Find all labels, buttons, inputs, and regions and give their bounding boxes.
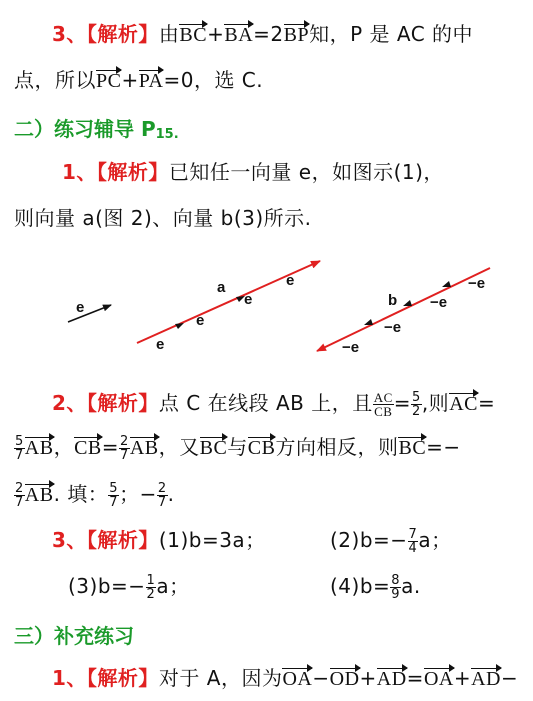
vector-cb: CB — [248, 434, 276, 462]
text: a； — [418, 528, 452, 552]
numerator: 1 — [146, 573, 156, 588]
vector-bc: BC — [179, 21, 207, 49]
section-title: 二）练习辅导 P — [14, 117, 156, 141]
tick-arrow-3 — [442, 281, 451, 287]
question-1-line-2 — [14, 204, 312, 232]
text: a. — [401, 574, 421, 598]
label-neg-e: −e — [384, 319, 402, 336]
section-heading-practice — [14, 113, 179, 142]
section-heading-supplementary — [14, 620, 134, 649]
fraction-5-2 — [411, 391, 422, 418]
fraction-2-7 — [119, 435, 130, 462]
text: ；− — [119, 482, 157, 506]
supplementary-question-1 — [52, 664, 518, 693]
label-neg-e: −e — [342, 339, 360, 356]
denominator: CB — [374, 404, 393, 419]
text: 已知任一向量 e，如图示(1)， — [168, 160, 444, 184]
numerator: 2 — [15, 481, 24, 496]
numerator: 7 — [408, 527, 418, 542]
answer-part-1: (1)b=3a； — [158, 528, 266, 552]
solution-line-2 — [14, 66, 263, 95]
label-b: b — [388, 292, 398, 309]
text: 方向相反，则 — [275, 435, 399, 459]
answer-part-3 — [68, 572, 190, 601]
question-2-line-1 — [52, 389, 495, 418]
vector-pc: PC — [96, 67, 121, 95]
text: =2 — [253, 22, 284, 46]
label-neg-e: −e — [430, 294, 448, 311]
denominator: 2 — [146, 587, 156, 602]
section-title: 三）补充练习 — [14, 624, 134, 648]
text: ，又 — [158, 435, 200, 459]
numerator: 8 — [391, 573, 401, 588]
text: 与 — [227, 435, 248, 459]
text: =− — [426, 435, 461, 459]
text: . — [167, 482, 175, 506]
text: 则向量 a(图 2)、向量 b(3)所示. — [14, 206, 312, 230]
answer-part-2 — [330, 526, 452, 555]
text: + — [207, 22, 225, 46]
denominator: 2 — [412, 404, 421, 419]
vector-ab: AB — [25, 434, 54, 462]
question-2-line-2 — [14, 433, 461, 462]
item-number: 3、 — [52, 22, 87, 46]
item-number: 1、 — [52, 666, 87, 690]
label-e: e — [76, 299, 85, 316]
question-2-line-3 — [14, 480, 174, 509]
label-e: e — [156, 336, 165, 353]
text: − — [500, 666, 519, 690]
denominator: 7 — [109, 495, 119, 510]
fraction-5-7 — [14, 435, 25, 462]
numerator: 5 — [412, 390, 421, 405]
solution-line-1 — [52, 20, 473, 49]
figure-2-vector-a — [137, 261, 320, 353]
denominator: 4 — [408, 541, 418, 556]
text: . 填： — [53, 482, 109, 506]
analysis-tag: 【解析】 — [86, 528, 159, 552]
numerator: 2 — [120, 434, 129, 449]
label-neg-e: −e — [468, 275, 486, 292]
vector-ba: BA — [224, 21, 253, 49]
text: + — [121, 68, 139, 92]
vector-bc: BC — [200, 434, 228, 462]
numerator: AC — [373, 390, 393, 405]
label-a: a — [217, 279, 226, 296]
denominator: 9 — [391, 587, 401, 602]
analysis-tag: 【解析】 — [86, 666, 159, 690]
denominator: 7 — [15, 495, 24, 510]
vector-figure — [0, 245, 533, 370]
numerator: 2 — [157, 481, 167, 496]
text: 点 C 在线段 AB 上，且 — [158, 391, 373, 415]
fraction-1-2 — [146, 574, 157, 601]
vector-cb: CB — [74, 434, 102, 462]
question-1-line-1 — [62, 158, 444, 186]
item-number: 2、 — [52, 391, 87, 415]
text: 点，所以 — [14, 68, 96, 92]
text: − — [312, 666, 330, 690]
tick-arrow-5 — [364, 319, 373, 325]
fraction-2-7 — [14, 482, 25, 509]
figure-3-vector-b — [317, 268, 490, 356]
numerator: 5 — [15, 434, 24, 449]
vector-ad: AD — [471, 665, 501, 693]
item-number: 1、 — [62, 160, 97, 184]
vector-od: OD — [330, 665, 360, 693]
text: ， — [53, 435, 75, 459]
fraction-5-7 — [108, 482, 119, 509]
numerator: 5 — [109, 481, 119, 496]
text: (4)b= — [330, 574, 391, 598]
figure-1-vector-e — [68, 299, 111, 322]
text: ,则 — [421, 391, 450, 415]
vector-e-arrow — [68, 305, 111, 322]
text: 由 — [158, 22, 180, 46]
page-ref: 15. — [155, 127, 179, 142]
vector-ac: AC — [449, 390, 478, 418]
analysis-tag: 【解析】 — [96, 160, 169, 184]
vector-ad: AD — [377, 665, 407, 693]
text: = — [477, 391, 496, 415]
text: + — [453, 666, 472, 690]
vector-bp: BP — [284, 21, 309, 49]
vector-bc: BC — [398, 434, 426, 462]
text: 知，P 是 AC 的中 — [309, 22, 474, 46]
fraction-7-4 — [408, 528, 419, 555]
text: (2)b=− — [330, 528, 408, 552]
denominator: 7 — [120, 448, 129, 463]
text: 对于 A，因为 — [158, 666, 283, 690]
question-3-line-1 — [52, 526, 266, 554]
text: = — [101, 435, 120, 459]
text: =0，选 C. — [163, 68, 264, 92]
fraction-2-7 — [157, 482, 168, 509]
denominator: 7 — [15, 448, 24, 463]
tick-arrow-1 — [175, 323, 184, 329]
fraction-ac-cb — [373, 391, 394, 418]
label-e: e — [196, 312, 205, 329]
text: (3)b=− — [68, 574, 146, 598]
vector-ab: AB — [130, 434, 159, 462]
item-number: 3、 — [52, 528, 87, 552]
text: + — [359, 666, 377, 690]
vector-oa: OA — [424, 665, 454, 693]
vector-pa: PA — [139, 67, 164, 95]
label-e: e — [286, 272, 295, 289]
vector-oa: OA — [282, 665, 312, 693]
denominator: 7 — [157, 495, 167, 510]
answer-part-4 — [330, 572, 421, 601]
text: = — [393, 391, 412, 415]
vector-ab: AB — [25, 481, 54, 509]
analysis-tag: 【解析】 — [86, 391, 159, 415]
text: = — [406, 666, 424, 690]
analysis-tag: 【解析】 — [86, 22, 159, 46]
fraction-8-9 — [390, 574, 401, 601]
label-e: e — [244, 291, 253, 308]
tick-arrow-4 — [403, 300, 412, 306]
text: a； — [156, 574, 190, 598]
